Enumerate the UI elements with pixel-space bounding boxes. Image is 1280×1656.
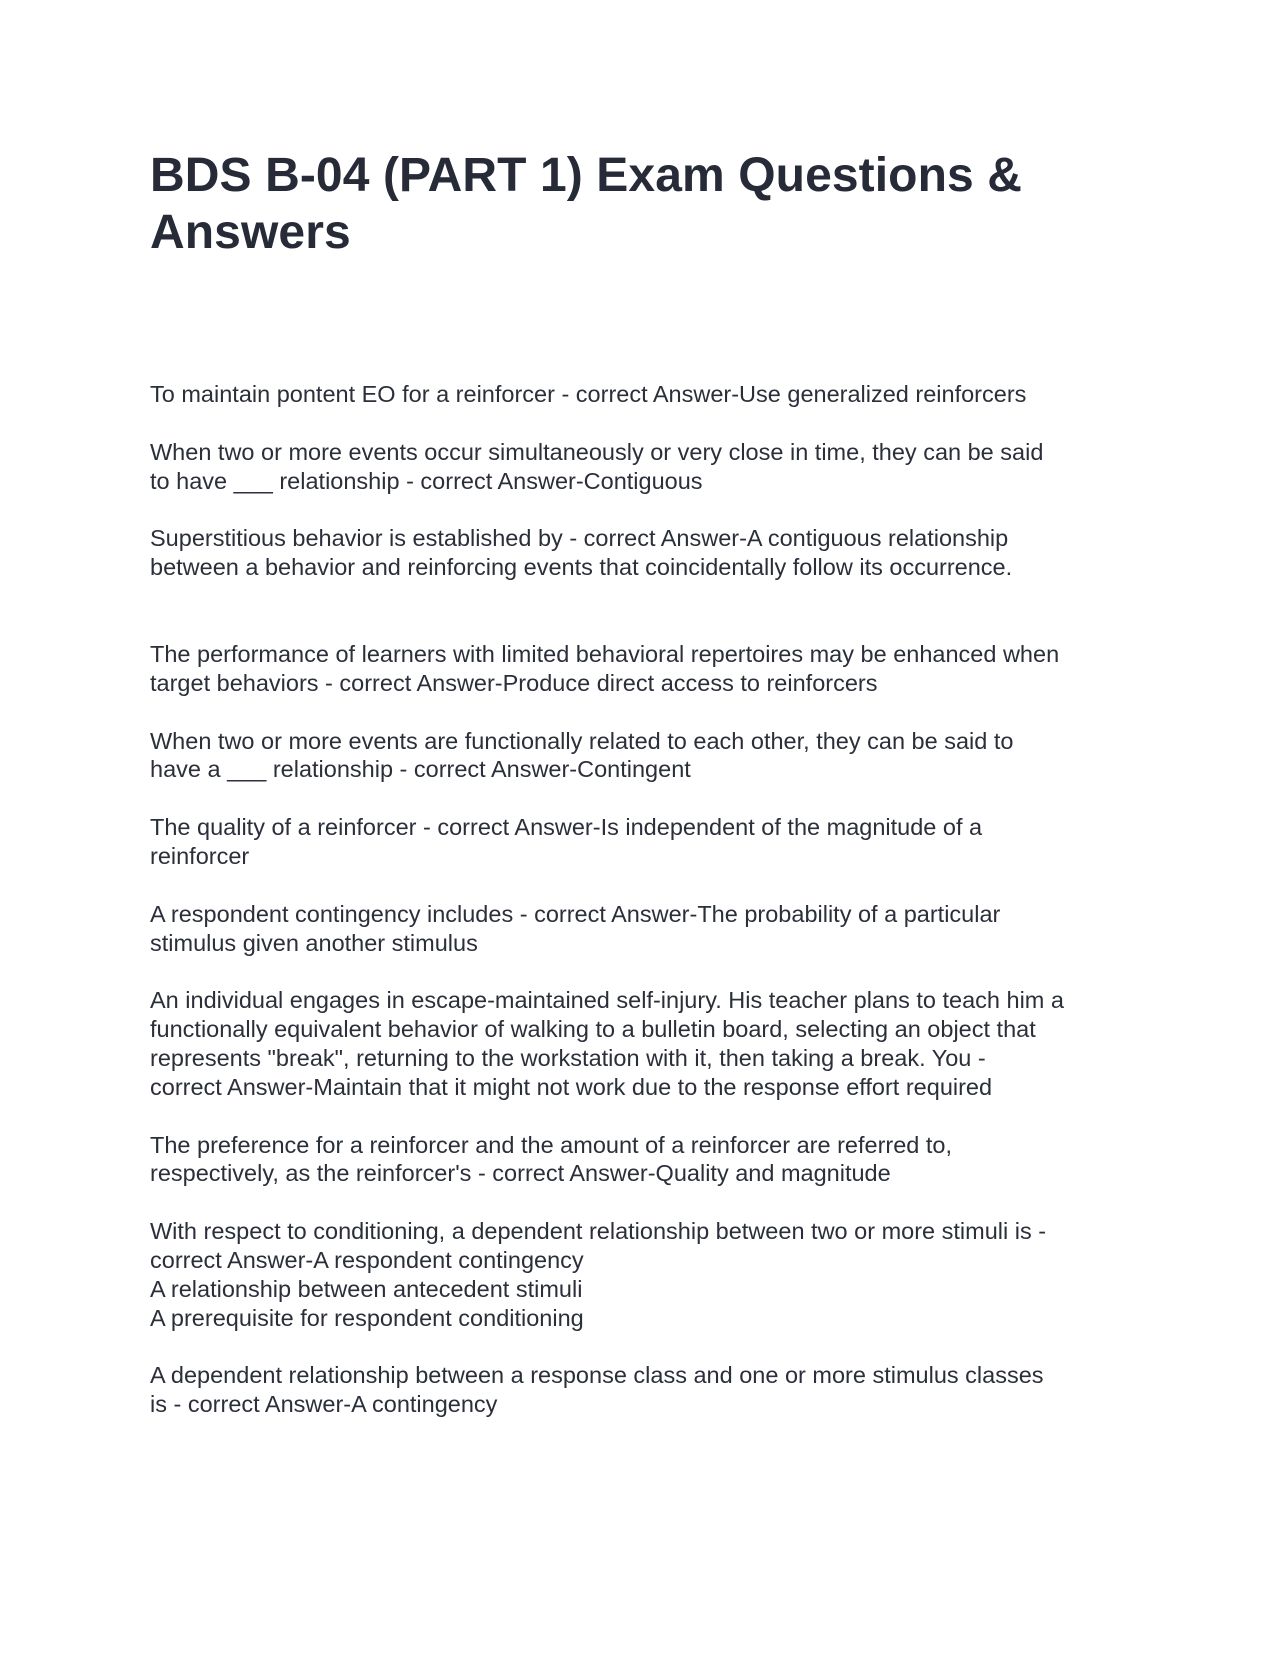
document-page [150, 147, 1130, 1418]
qa-item: The preference for a reinforcer and the amount of a reinforcer are referred to, respectively, as the reinforcer's - correct Answer-Quality and magnitude [150, 1131, 953, 1187]
qa-list [150, 380, 1130, 1448]
qa-item: To maintain pontent EO for a reinforcer - correct Answer-Use generalized reinforcers [150, 381, 1027, 407]
qa-item: A respondent contingency includes - correct Answer-The probability of a particular stimulus given another stimulus [150, 900, 1001, 956]
document-title: BDS B-04 (PART 1) Exam Questions & Answers [150, 149, 1023, 259]
qa-item: When two or more events are functionally related to each other, they can be said to have a ___ relationship - correct Answer-Contingent [150, 727, 1014, 783]
qa-item: When two or more events occur simultaneously or very close in time, they can be said to have ___ relationship - correct Answer-Contiguous [150, 438, 1044, 494]
qa-item: An individual engages in escape-maintained self-injury. His teacher plans to teach him a functionally equivalent behavior of walking to a bulletin board, selecting an object that represents "break", returning to the workstation with it, then taking a break. You - correct Answer-Maintain that it might not work due to the response effort required [150, 987, 1064, 1100]
qa-item: Superstitious behavior is established by - correct Answer-A contiguous relationship between a behavior and reinforcing events that coincidentally follow its occurrence. [150, 525, 1013, 581]
qa-item: The quality of a reinforcer - correct Answer-Is independent of the magnitude of a reinforcer [150, 814, 983, 869]
qa-item: The performance of learners with limited behavioral repertoires may be enhanced when target behaviors - correct Answer-Produce direct access to reinforcers [150, 640, 1060, 696]
qa-item: With respect to conditioning, a dependent relationship between two or more stimuli is - correct Answer-A respondent contingency A relationship between antecedent stimuli A prerequisite for respondent conditioning [150, 1218, 1047, 1331]
qa-item: A dependent relationship between a response class and one or more stimulus classes is - correct Answer-A contingency [150, 1362, 1044, 1418]
